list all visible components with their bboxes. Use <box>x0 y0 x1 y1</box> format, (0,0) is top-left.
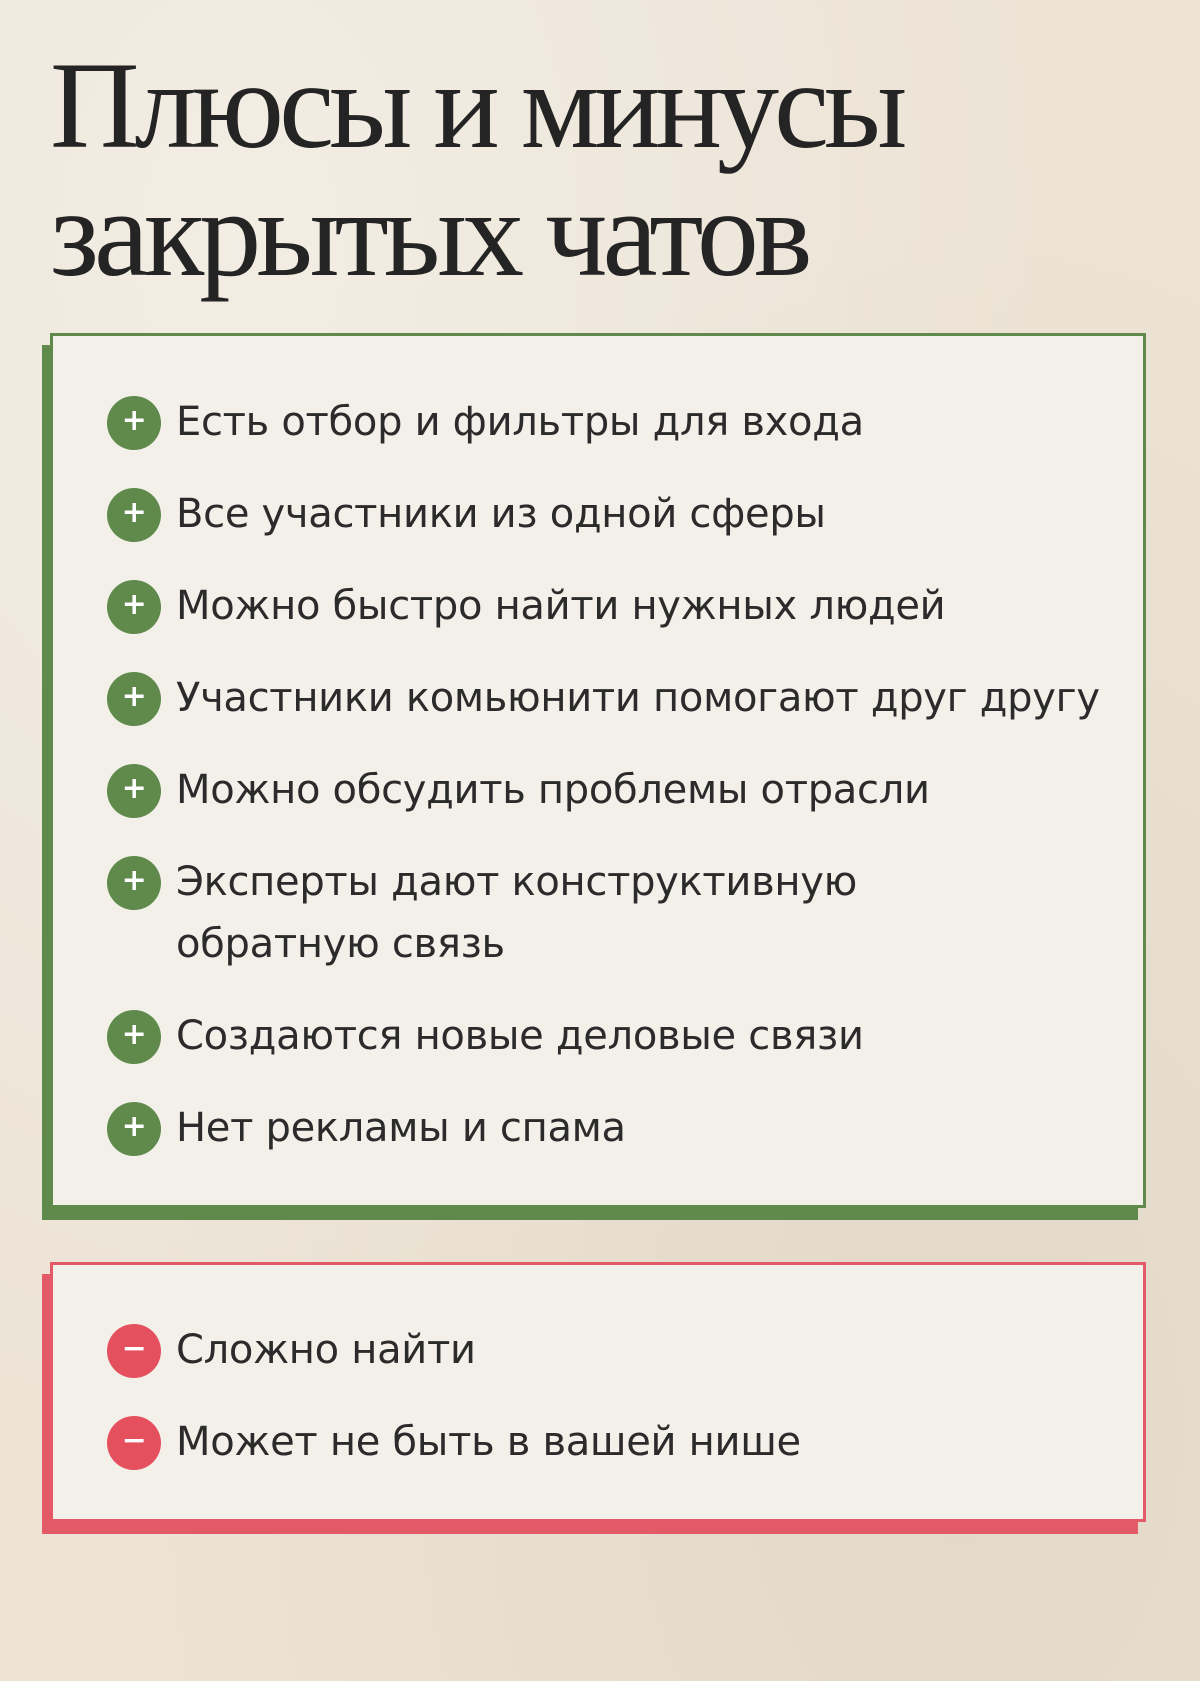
plus-circle-icon: + <box>107 764 161 818</box>
pros-item-text: Эксперты дают конструктивную обратную связь <box>176 859 857 967</box>
plus-circle-icon: + <box>107 672 161 726</box>
title-line-1: Плюсы и минусы <box>50 37 903 174</box>
pros-item-text: Нет рекламы и спама <box>176 1105 626 1151</box>
minus-circle-icon: − <box>107 1324 161 1378</box>
pros-item <box>53 575 1143 637</box>
pros-item <box>53 667 1143 729</box>
pros-item <box>53 1005 1143 1067</box>
pros-item-text: Все участники из одной сферы <box>176 491 826 537</box>
cons-item-text: Может не быть в вашей нише <box>176 1419 801 1465</box>
pros-item <box>53 759 1143 821</box>
cons-item-text: Сложно найти <box>176 1327 476 1373</box>
pros-item-text: Можно обсудить проблемы отрасли <box>176 767 930 813</box>
minus-circle-icon: − <box>107 1416 161 1470</box>
plus-circle-icon: + <box>107 1102 161 1156</box>
cons-item <box>53 1411 1143 1473</box>
cons-card <box>50 1262 1146 1522</box>
pros-item <box>53 483 1143 545</box>
pros-item-text: Можно быстро найти нужных людей <box>176 583 946 629</box>
plus-circle-icon: + <box>107 580 161 634</box>
pros-item <box>53 1097 1143 1159</box>
plus-circle-icon: + <box>107 856 161 910</box>
pros-item-text: Создаются новые деловые связи <box>176 1013 864 1059</box>
title-line-2: закрытых чатов <box>50 165 808 302</box>
pros-card <box>50 333 1146 1208</box>
cons-item <box>53 1319 1143 1381</box>
page-title <box>50 37 903 302</box>
pros-item <box>53 391 1143 453</box>
plus-circle-icon: + <box>107 396 161 450</box>
plus-circle-icon: + <box>107 488 161 542</box>
pros-item-text: Участники комьюнити помогают друг другу <box>176 675 1100 721</box>
pros-list <box>53 336 1143 1159</box>
pros-item-text: Есть отбор и фильтры для входа <box>176 399 864 445</box>
cons-list <box>53 1265 1143 1473</box>
pros-item <box>53 851 896 975</box>
plus-circle-icon: + <box>107 1010 161 1064</box>
